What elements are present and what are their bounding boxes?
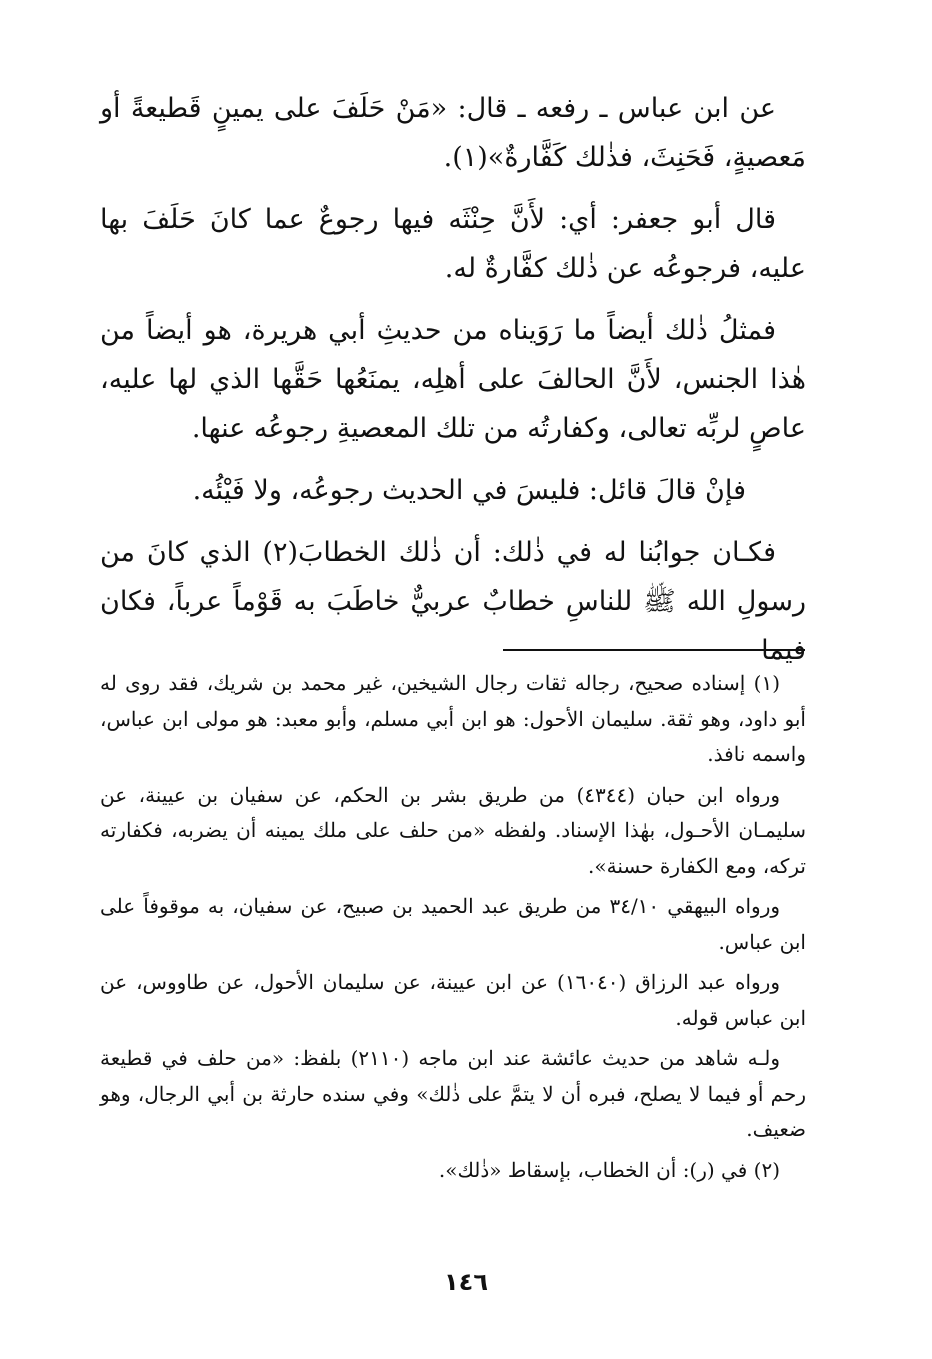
footnotes (100, 666, 806, 1193)
paragraph-objection: فإنْ قالَ قائل: فليسَ في الحديث رجوعُه، ولا فَيْئُه. (192, 475, 746, 506)
page-number: ١٤٦ (444, 1268, 488, 1296)
footnote-2: (٢) في (ر): أن الخطاب، بإسقاط «ذٰلك». (438, 1157, 780, 1182)
footnote-1-ibn-hibban: ورواه ابن حبان (٤٣٤٤) من طريق بشر بن الحكم، عن سفيان بن عيينة، عن سليمـان الأحـول، بهٰذا الإسناد. ولفظه «من حلف على ملك يمينه أن يضربه، فكفارته تركه، ومع الكفارة حسنة». (100, 782, 806, 878)
footnote-separator (503, 649, 805, 651)
footnote-1-witness: ولـه شاهد من حديث عائشة عند ابن ماجه (٢١١٠) بلفظ: «من حلف في قطيعة رحم أو فيما لا يصلح، فبره أن لا يتمَّ على ذٰلك» وفي سنده حارثة بن أبي الرجال، وهو ضعيف. (100, 1046, 806, 1141)
main-text (100, 84, 806, 688)
footnote-1-abd-al-razzaq: ورواه عبد الرزاق (١٦٠٤٠) عن ابن عيينة، عن سليمان الأحول، عن طاووس، عن ابن عباس قوله. (100, 970, 806, 1030)
paragraph-abu-jafar: قال أبو جعفر: أي: لأَنَّ حِنْثَه فيها رجوعٌ عما كانَ حَلَفَ بها عليه، فرجوعُه عن ذٰلك كفَّارةٌ له. (100, 204, 806, 284)
paragraph-hadith: عن ابن عباس ـ رفعه ـ قال: «مَنْ حَلَفَ على يمينٍ قَطيعةً أو مَعصيةٍ، فَحَنِثَ، فذٰلك كَفَّارةٌ»(١). (100, 93, 806, 173)
paragraph-answer: فكـان جوابُنا له في ذٰلك: أن ذٰلك الخطابَ(٢) الذي كانَ من رسولِ الله ﷺ للناسِ خطابٌ عربيٌّ خاطَبَ به قَوْماً عرباً، فكان فيما (100, 537, 806, 666)
footnote-1-bayhaqi: ورواه البيهقي ٣٤/١٠ من طريق عبد الحميد بن صبيح، عن سفيان، به موقوفاً على ابن عباس. (100, 894, 806, 954)
footnote-1: (١) إسناده صحيح، رجاله ثقات رجال الشيخين، غير محمد بن شريك، فقد روى له أبو داود، وهو ثقة. سليمان الأحول: هو ابن أبي مسلم، وأبو معبد: هو مولى ابن عباس، واسمه نافذ. (100, 671, 806, 766)
paragraph-abu-hurayra: فمثلُ ذٰلك أيضاً ما رَوَيناه من حديثِ أبي هريرة، هو أيضاً من هٰذا الجنس، لأَنَّ الحالفَ على أهلِه، يمنَعُها حَقَّها الذي لها عليه، عاصٍ لربِّه تعالى، وكفارتُه من تلك المعصيةِ رجوعُه عنها. (100, 315, 806, 444)
